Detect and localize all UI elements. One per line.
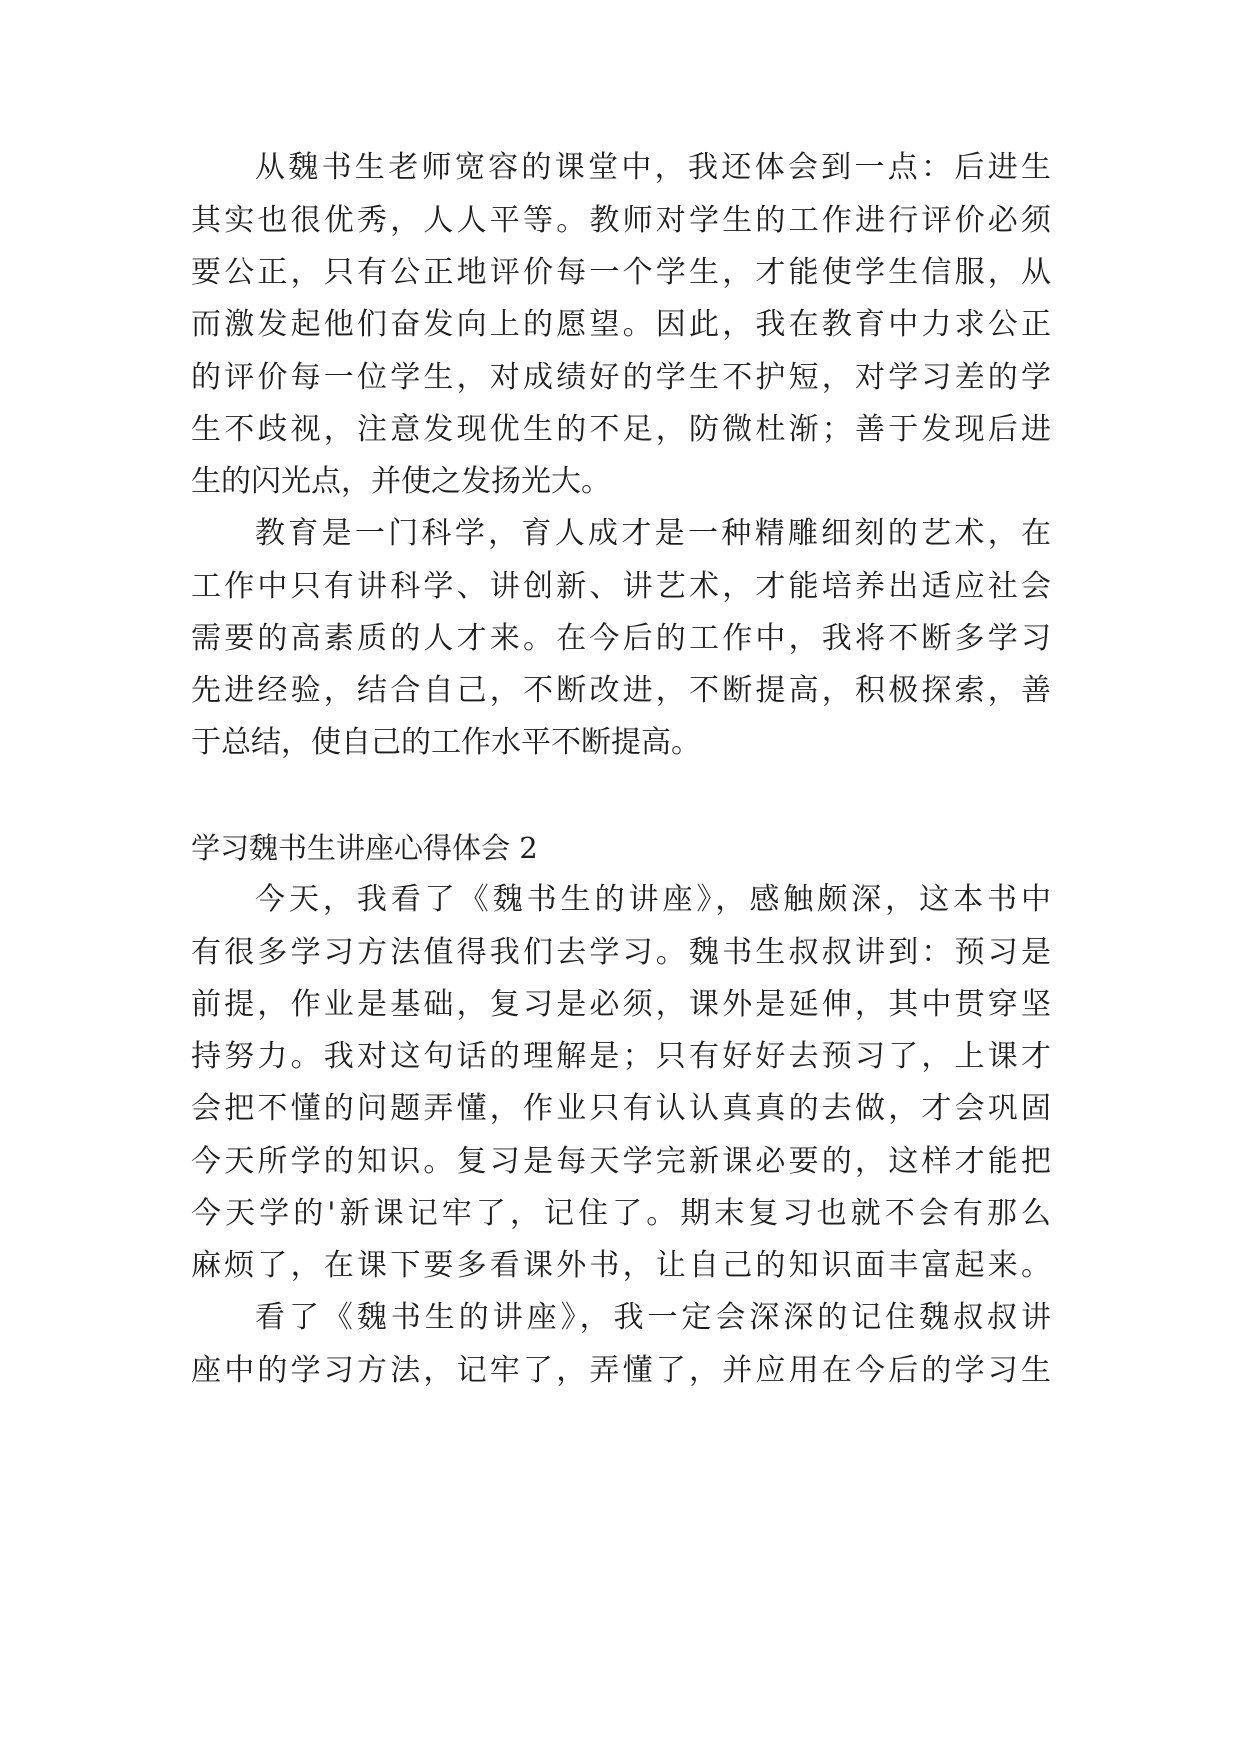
paragraph-1-line-6: 生不歧视，注意发现优生的不足，防微杜渐；善于发现后进	[191, 412, 1051, 447]
paragraph-2-line-1: 教育是一门科学，育人成才是一种精雕细刻的艺术，在	[255, 516, 1051, 551]
paragraph-3-line-8: 麻烦了，在课下要多看课外书，让自己的知识面丰富起来。	[191, 1248, 1051, 1283]
paragraph-2-line-3: 需要的高素质的人才来。在今后的工作中，我将不断多学习	[191, 621, 1051, 656]
paragraph-3-line-5: 会把不懂的问题弄懂，作业只有认认真真的去做，才会巩固	[191, 1091, 1051, 1126]
paragraph-2-line-5: 于总结，使自己的工作水平不断提高。	[191, 725, 701, 760]
paragraph-1-line-5: 的评价每一位学生，对成绩好的学生不护短，对学习差的学	[191, 360, 1051, 395]
paragraph-1-line-7: 生的闪光点，并使之发扬光大。	[191, 464, 611, 499]
paragraph-3-line-3: 前提，作业是基础，复习是必须，课外是延伸，其中贯穿坚	[191, 987, 1051, 1022]
paragraph-2-line-2: 工作中只有讲科学、讲创新、讲艺术，才能培养出适应社会	[191, 569, 1051, 604]
paragraph-1-line-3: 要公正，只有公正地评价每一个学生，才能使学生信服，从	[191, 255, 1051, 290]
paragraph-4-line-2: 座中的学习方法，记牢了，弄懂了，并应用在今后的学习生	[191, 1353, 1051, 1388]
paragraph-1-line-2: 其实也很优秀，人人平等。教师对学生的工作进行评价必须	[191, 203, 1051, 238]
paragraph-1-line-1: 从魏书生老师宽容的课堂中，我还体会到一点：后进生	[255, 150, 1051, 185]
section-title: 学习魏书生讲座心得体会 2	[191, 831, 538, 865]
paragraph-2-line-4: 先进经验，结合自己，不断改进，不断提高，积极探索，善	[191, 673, 1051, 708]
paragraph-3-line-7: 今天学的'新课记牢了，记住了。期末复习也就不会有那么	[191, 1196, 1051, 1231]
paragraph-3-line-6: 今天所学的知识。复习是每天学完新课必要的，这样才能把	[191, 1144, 1051, 1179]
paragraph-4-line-1: 看了《魏书生的讲座》，我一定会深深的记住魏叔叔讲	[255, 1300, 1051, 1335]
paragraph-3-line-4: 持努力。我对这句话的理解是；只有好好去预习了，上课才	[191, 1039, 1051, 1074]
paragraph-1-line-4: 而激发起他们奋发向上的愿望。因此，我在教育中力求公正	[191, 307, 1051, 342]
paragraph-3-line-1: 今天，我看了《魏书生的讲座》，感触颇深，这本书中	[255, 882, 1051, 917]
paragraph-3-line-2: 有很多学习方法值得我们去学习。魏书生叔叔讲到：预习是	[191, 935, 1051, 970]
